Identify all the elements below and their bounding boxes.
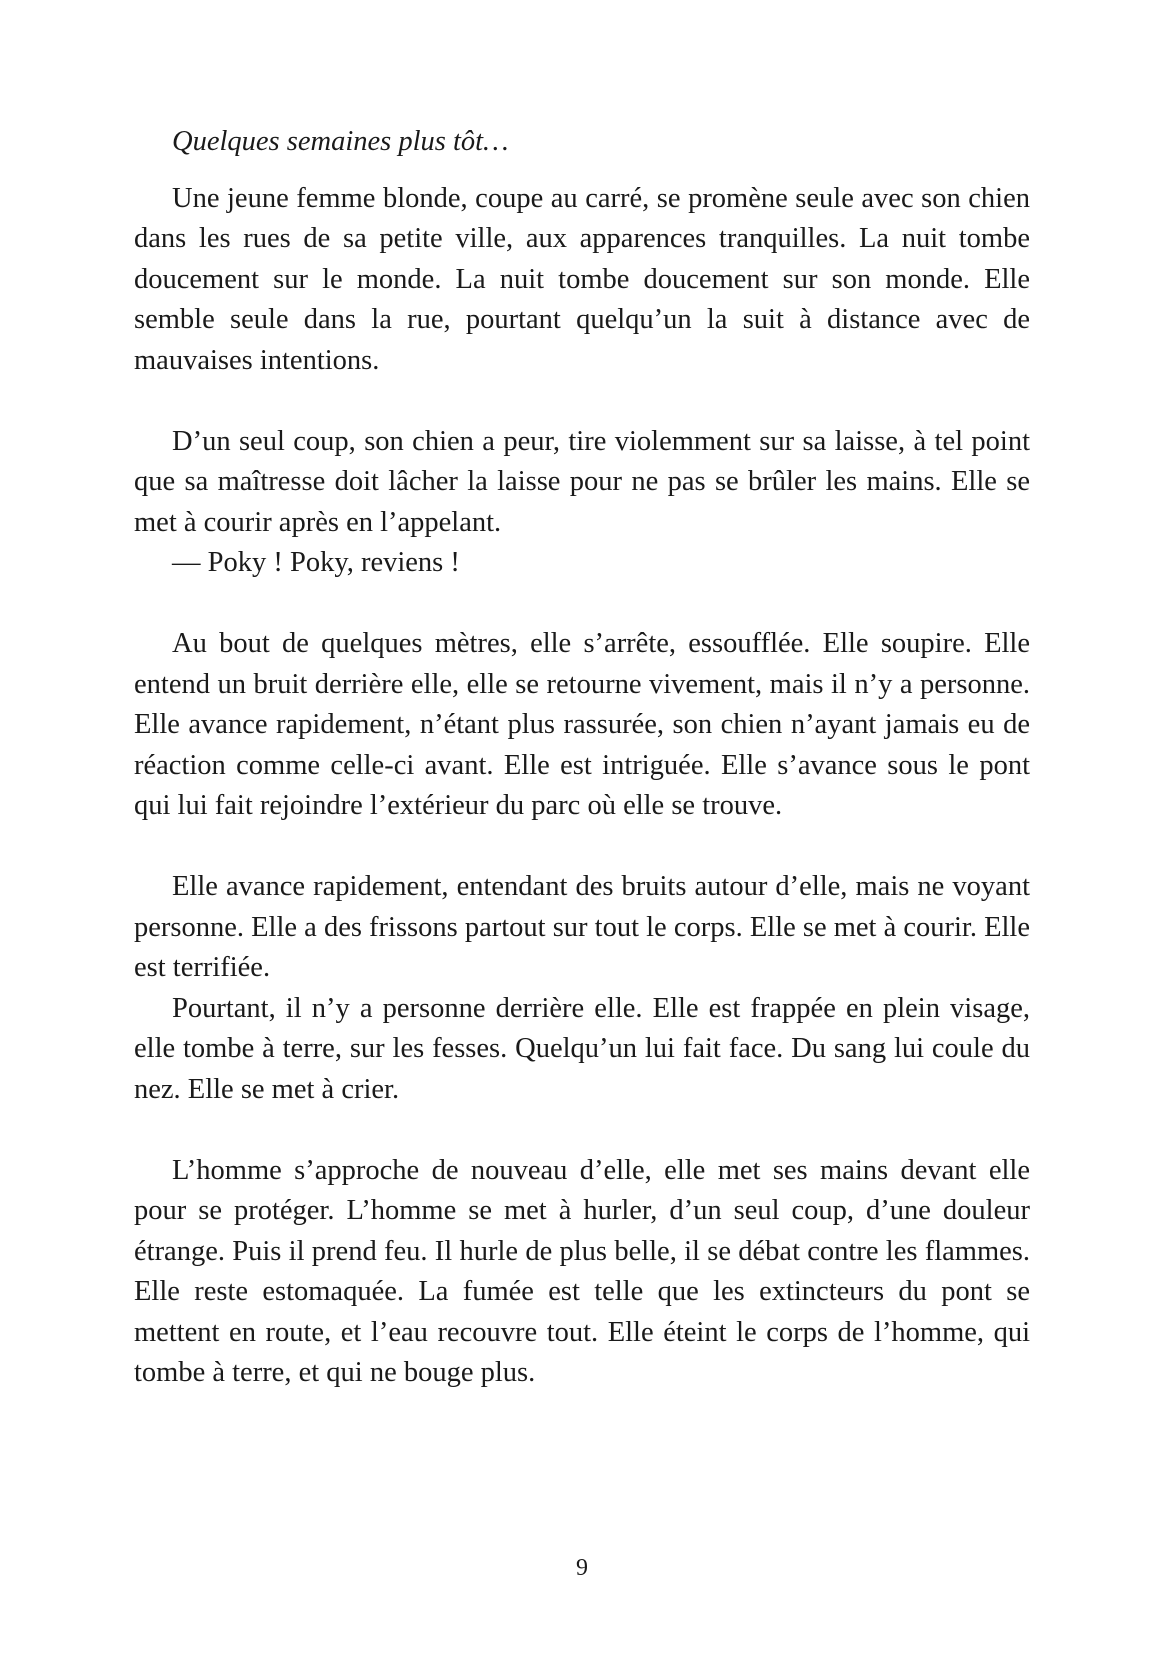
- section-heading: Quelques semaines plus tôt…: [172, 126, 509, 157]
- page-number: 9: [576, 1555, 588, 1581]
- dialogue-line: — Poky ! Poky, reviens !: [172, 547, 460, 578]
- paragraph-6: L’homme s’approche de nouveau d’elle, elle met ses mains devant elle pour se protéger. L’homme se met à hurler, d’un seul coup, d’une douleur étrange. Puis il prend feu. Il hurle de plus belle, il se débat contre les flammes. Elle reste estomaquée. La fumée est telle que les extincteurs du pont se mettent en route, et l’eau recouvre tout. Elle éteint le corps de l’homme, qui tombe à terre, et qui ne bouge plus.: [134, 1154, 1030, 1388]
- paragraph-4: Elle avance rapidement, entendant des bruits autour d’elle, mais ne voyant personne. Elle a des frissons partout sur tout le corps. Elle se met à courir. Elle est terrifiée.: [134, 871, 1030, 983]
- body-text: [134, 122, 1030, 1394]
- paragraph-1: Une jeune femme blonde, coupe au carré, se promène seule avec son chien dans les rues de sa petite ville, aux apparences tranquilles. La nuit tombe doucement sur le monde. La nuit tombe doucement sur son monde. Elle semble seule dans la rue, pourtant quelqu’un la suit à distance avec de mauvaises intentions.: [134, 182, 1030, 376]
- paragraph-5: Pourtant, il n’y a personne derrière elle. Elle est frappée en plein visage, elle tombe à terre, sur les fesses. Quelqu’un lui fait face. Du sang lui coule du nez. Elle se met à crier.: [134, 992, 1030, 1105]
- paragraph-2: D’un seul coup, son chien a peur, tire violemment sur sa laisse, à tel point que sa maîtresse doit lâcher la laisse pour ne pas se brûler les mains. Elle se met à courir après en l’appelant.: [134, 425, 1030, 538]
- paragraph-3: Au bout de quelques mètres, elle s’arrête, essoufflée. Elle soupire. Elle entend un bruit derrière elle, elle se retourne vivement, mais il n’y a personne. Elle avance rapidement, n’étant plus rassurée, son chien n’ayant jamais eu de réaction comme celle-ci avant. Elle est intriguée. Elle s’avance sous le pont qui lui fait rejoindre l’extérieur du parc où elle se trouve.: [134, 628, 1030, 821]
